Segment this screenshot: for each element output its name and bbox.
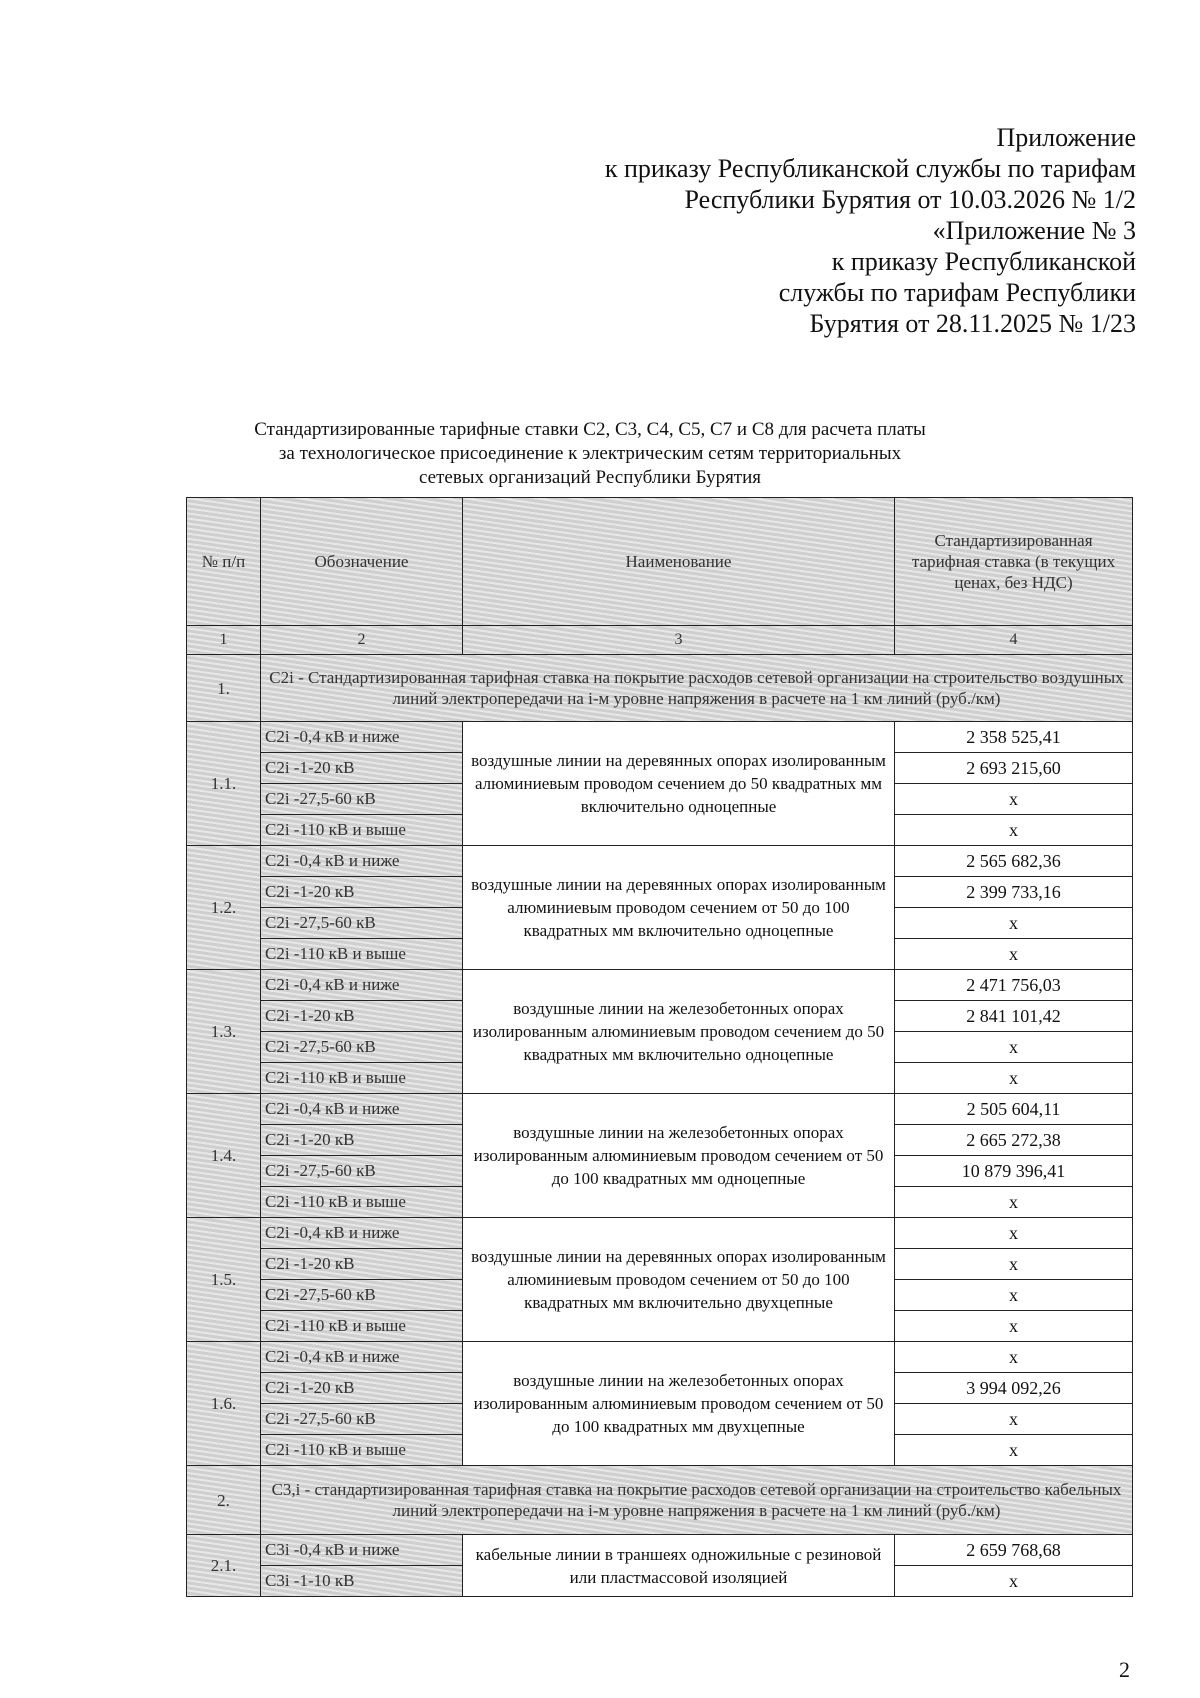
rate-code: C2i -1-20 кВ	[261, 1125, 463, 1156]
rate-code: C2i -0,4 кВ и ниже	[261, 1218, 463, 1249]
rate-code: C2i -27,5-60 кВ	[261, 1156, 463, 1187]
rate-value: 2 565 682,36	[895, 846, 1133, 877]
section-row	[187, 655, 1133, 722]
rate-value: 2 505 604,11	[895, 1094, 1133, 1125]
rate-code: C2i -0,4 кВ и ниже	[261, 722, 463, 753]
rate-code: C2i -1-20 кВ	[261, 1001, 463, 1032]
rate-code: C2i -1-20 кВ	[261, 753, 463, 784]
header-line: Республики Бурятия от 10.03.2026 № 1/2	[684, 185, 1136, 214]
rate-value: 2 665 272,38	[895, 1125, 1133, 1156]
line-description: воздушные линии на железобетонных опорах изолированным алюминиевым проводом сечением от 50 до 100 квадратных мм одноцепные	[463, 1094, 895, 1218]
rate-value: 2 399 733,16	[895, 877, 1133, 908]
group-number: 2.1.	[187, 1535, 261, 1597]
table-row	[187, 1218, 1133, 1249]
title-line: сетевых организаций Республики Бурятия	[418, 467, 762, 488]
header-line: Бурятия от 28.11.2025 № 1/23	[809, 309, 1136, 338]
header-line: службы по тарифам Республики	[778, 278, 1136, 307]
rate-value: х	[895, 815, 1133, 846]
line-description: воздушные линии на деревянных опорах изолированным алюминиевым проводом сечением от 50 до 100 квадратных мм включительно одноцепные	[463, 846, 895, 970]
rate-code: C2i -1-20 кВ	[261, 1249, 463, 1280]
header-num: № п/п	[187, 498, 261, 626]
group-number: 1.1.	[187, 722, 261, 846]
group-number: 1.6.	[187, 1342, 261, 1466]
page-number: 2	[1119, 1657, 1130, 1682]
rate-value: х	[895, 939, 1133, 970]
rate-value: х	[895, 1342, 1133, 1373]
group-number: 1.3.	[187, 970, 261, 1094]
rate-code: C2i -0,4 кВ и ниже	[261, 1342, 463, 1373]
column-number: 4	[895, 626, 1133, 655]
header-name: Наименование	[463, 498, 895, 626]
group-number: 1.2.	[187, 846, 261, 970]
line-description: воздушные линии на железобетонных опорах изолированным алюминиевым проводом сечением до 50 квадратных мм включительно одноцепные	[463, 970, 895, 1094]
rate-value: 3 994 092,26	[895, 1373, 1133, 1404]
rate-value: х	[895, 1187, 1133, 1218]
rate-value: х	[895, 1063, 1133, 1094]
rate-code: C2i -110 кВ и выше	[261, 939, 463, 970]
rate-value: 10 879 396,41	[895, 1156, 1133, 1187]
rate-code: C3i -0,4 кВ и ниже	[261, 1535, 463, 1566]
rate-value: х	[895, 1218, 1133, 1249]
section-title: С3,i - стандартизированная тарифная ставка на покрытие расходов сетевой организации на строительство кабельных линий электропередачи на i-м уровне напряжения в расчете на 1 км линий (руб./км)	[261, 1466, 1133, 1535]
rate-code: C2i -27,5-60 кВ	[261, 784, 463, 815]
rate-value: 2 659 768,68	[895, 1535, 1133, 1566]
rate-value: 2 471 756,03	[895, 970, 1133, 1001]
rate-code: C2i -27,5-60 кВ	[261, 1404, 463, 1435]
document-title	[190, 418, 990, 490]
column-number: 2	[261, 626, 463, 655]
header-line: «Приложение № 3	[932, 216, 1136, 245]
header-line: Приложение	[996, 123, 1136, 152]
document-header	[605, 122, 1136, 339]
rate-value: х	[895, 1280, 1133, 1311]
column-number: 3	[463, 626, 895, 655]
rate-value: х	[895, 1249, 1133, 1280]
section-number: 2.	[187, 1466, 261, 1535]
table-header-row	[187, 498, 1133, 626]
group-number: 1.5.	[187, 1218, 261, 1342]
rate-value: х	[895, 1435, 1133, 1466]
rate-code: C2i -110 кВ и выше	[261, 1311, 463, 1342]
rate-value: х	[895, 1311, 1133, 1342]
rate-code: C2i -0,4 кВ и ниже	[261, 970, 463, 1001]
rate-code: C3i -1-10 кВ	[261, 1566, 463, 1597]
table-row	[187, 1342, 1133, 1373]
rate-code: C2i -110 кВ и выше	[261, 1435, 463, 1466]
header-code: Обозначение	[261, 498, 463, 626]
rate-value: х	[895, 784, 1133, 815]
table-row	[187, 722, 1133, 753]
line-description: воздушные линии на деревянных опорах изолированным алюминиевым проводом сечением до 50 квадратных мм включительно одноцепные	[463, 722, 895, 846]
rate-value: 2 841 101,42	[895, 1001, 1133, 1032]
rate-code: C2i -110 кВ и выше	[261, 815, 463, 846]
line-description: воздушные линии на железобетонных опорах изолированным алюминиевым проводом сечением от 50 до 100 квадратных мм двухцепные	[463, 1342, 895, 1466]
header-rate: Стандартизированная тарифная ставка (в текущих ценах, без НДС)	[895, 498, 1133, 626]
rate-value: 2 693 215,60	[895, 753, 1133, 784]
rate-value: х	[895, 908, 1133, 939]
table-row	[187, 1094, 1133, 1125]
line-description: кабельные линии в траншеях одножильные с резиновой или пластмассовой изоляцией	[463, 1535, 895, 1597]
rate-code: C2i -27,5-60 кВ	[261, 908, 463, 939]
rate-value: х	[895, 1404, 1133, 1435]
table-row	[187, 970, 1133, 1001]
title-line: Стандартизированные тарифные ставки С2, С3, С4, С5, С7 и С8 для расчета платы	[254, 419, 926, 440]
rate-code: C2i -27,5-60 кВ	[261, 1032, 463, 1063]
section-row	[187, 1466, 1133, 1535]
rate-code: C2i -27,5-60 кВ	[261, 1280, 463, 1311]
line-description: воздушные линии на деревянных опорах изолированным алюминиевым проводом сечением от 50 до 100 квадратных мм включительно двухцепные	[463, 1218, 895, 1342]
tariff-table	[186, 497, 1133, 1597]
column-number: 1	[187, 626, 261, 655]
rate-value: 2 358 525,41	[895, 722, 1133, 753]
rate-value: х	[895, 1032, 1133, 1063]
column-numbers-row	[187, 626, 1133, 655]
rate-code: C2i -1-20 кВ	[261, 1373, 463, 1404]
rate-value: х	[895, 1566, 1133, 1597]
rate-code: C2i -0,4 кВ и ниже	[261, 1094, 463, 1125]
section-number: 1.	[187, 655, 261, 722]
title-line: за технологическое присоединение к электрическим сетям территориальных	[278, 443, 902, 464]
table-row	[187, 1535, 1133, 1566]
rate-code: C2i -1-20 кВ	[261, 877, 463, 908]
rate-code: C2i -110 кВ и выше	[261, 1187, 463, 1218]
group-number: 1.4.	[187, 1094, 261, 1218]
table-row	[187, 846, 1133, 877]
rate-code: C2i -0,4 кВ и ниже	[261, 846, 463, 877]
header-line: к приказу Республиканской	[831, 247, 1136, 276]
rate-code: C2i -110 кВ и выше	[261, 1063, 463, 1094]
header-line: к приказу Республиканской службы по тарифам	[604, 154, 1136, 183]
section-title: C2i - Стандартизированная тарифная ставка на покрытие расходов сетевой организации на строительство воздушных линий электропередачи на i-м уровне напряжения в расчете на 1 км линий (руб./км)	[261, 655, 1133, 722]
